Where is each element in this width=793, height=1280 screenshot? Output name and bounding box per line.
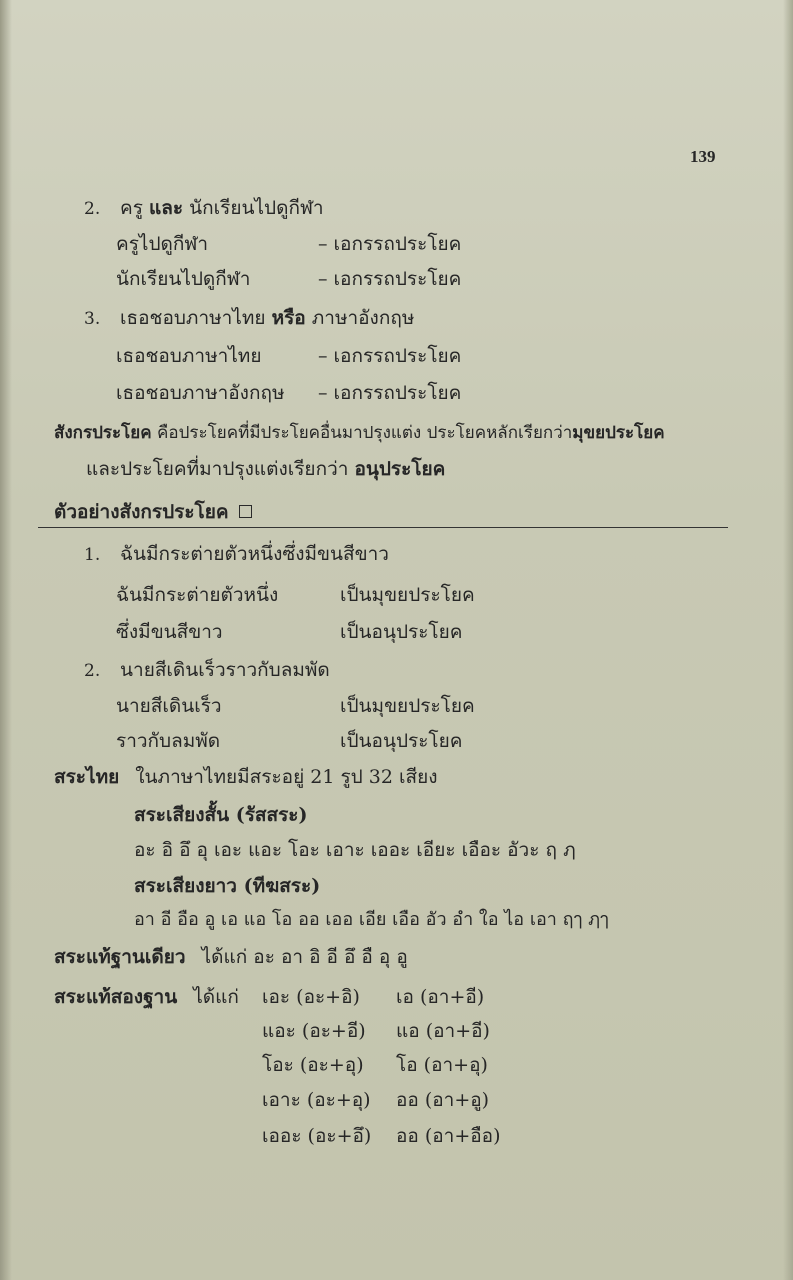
example-1-heading [84,542,389,567]
row-left: นักเรียนไปดูกีฬา [116,268,251,290]
vowels-heading: สระไทย [54,766,120,788]
double-base-label: สระแท้สองฐาน [54,986,178,1008]
double-base-vowels-line [54,985,239,1009]
item-text-b: นักเรียนไปดูกีฬา [189,197,324,219]
page-number: 139 [690,147,716,166]
double-row-b: แอ (อา+อี) [396,1020,490,1042]
item-number: 1. [84,545,101,565]
definition-term-3: อนุประโยค [354,458,446,480]
short-vowels-heading: สระเสียงสั้น (รัสสระ) [134,804,308,826]
row-left: เธอชอบภาษาไทย [116,345,262,367]
item-number: 2. [84,661,101,681]
connector-word: และ [149,197,184,219]
definition-line-2 [86,457,445,481]
definition-text-2: และประโยคที่มาปรุงแต่งเรียกว่า [86,458,349,480]
row-left: นายสีเดินเร็ว [116,695,222,717]
connector-word: หรือ [271,307,306,329]
row-right: เป็นมุขยประโยค [340,695,475,717]
short-vowels-list: อะ อิ อึ อุ เอะ แอะ โอะ เอาะ เออะ เอียะ เอือะ อัวะ ฤ ฦ [134,839,576,861]
row-right: – เอกรรถประโยค [318,382,462,404]
item-text-b: ภาษาอังกฤษ [311,307,415,329]
single-base-vowels-line [54,945,408,969]
item-text-a: ครู [120,197,143,219]
row-right: เป็นอนุประโยค [340,621,463,643]
definition-line-1 [54,421,665,445]
example-heading-text: ตัวอย่างสังกรประโยค [54,501,229,523]
example-text: นายสีเดินเร็วราวกับลมพัด [120,659,330,681]
single-base-text: ได้แก่ อะ อา อิ อี อึ อื อุ อู [201,946,408,968]
item-number: 3. [84,309,101,329]
double-row-b: โอ (อา+อุ) [396,1054,488,1076]
double-row-b: ออ (อา+อู) [396,1089,490,1111]
item-2-heading [84,196,324,221]
checkbox-square-icon [239,505,252,518]
row-left: ฉันมีกระต่ายตัวหนึ่ง [116,584,279,606]
long-vowels-heading: สระเสียงยาว (ทีฆสระ) [134,875,321,897]
definition-term-2: มุขยประโยค [572,423,665,443]
page-shadow-left [0,0,12,1280]
row-right: – เอกรรถประโยค [318,345,462,367]
double-row-a: แอะ (อะ+อี) [262,1020,366,1042]
item-3-heading [84,306,414,331]
item-text-a: เธอชอบภาษาไทย [120,307,266,329]
long-vowels-list: อา อี อือ อู เอ แอ โอ ออ เออ เอีย เอือ อัว อำ ใอ ไอ เอา ฤๅ ฦๅ [134,909,609,930]
definition-text: คือประโยคที่มีประโยคอื่นมาปรุงแต่ง ประโยคหลักเรียกว่า [157,423,573,443]
row-right: – เอกรรถประโยค [318,268,462,290]
vowels-intro: ในภาษาไทยมีสระอยู่ 21 รูป 32 เสียง [135,766,438,788]
example-row [116,232,208,256]
row-left: เธอชอบภาษาอังกฤษ [116,382,285,404]
example-2-heading [84,658,330,683]
row-left: ซึ่งมีขนสีขาว [116,621,223,643]
double-row-a: โอะ (อะ+อุ) [262,1054,364,1076]
example-text: ฉันมีกระต่ายตัวหนึ่งซึ่งมีขนสีขาว [120,543,389,565]
item-number: 2. [84,199,101,219]
double-row-a: เออะ (อะ+อึ) [262,1125,372,1147]
example-heading [54,500,252,524]
row-left: ราวกับลมพัด [116,730,221,752]
horizontal-rule [38,527,728,528]
vowels-intro-line [54,765,438,789]
example-row [116,267,250,291]
single-base-label: สระแท้ฐานเดียว [54,946,186,968]
double-row-b: ออ (อา+อือ) [396,1125,501,1147]
double-base-prefix: ได้แก่ [193,986,239,1008]
page-shadow-right [783,0,793,1280]
definition-term: สังกรประโยค [54,423,152,443]
double-row-b: เอ (อา+อี) [396,986,485,1008]
row-right: – เอกรรถประโยค [318,233,462,255]
row-left: ครูไปดูกีฬา [116,233,209,255]
double-row-a: เอาะ (อะ+อุ) [262,1089,371,1111]
row-right: เป็นอนุประโยค [340,730,463,752]
double-row-a: เอะ (อะ+อิ) [262,986,360,1008]
row-right: เป็นมุขยประโยค [340,584,475,606]
